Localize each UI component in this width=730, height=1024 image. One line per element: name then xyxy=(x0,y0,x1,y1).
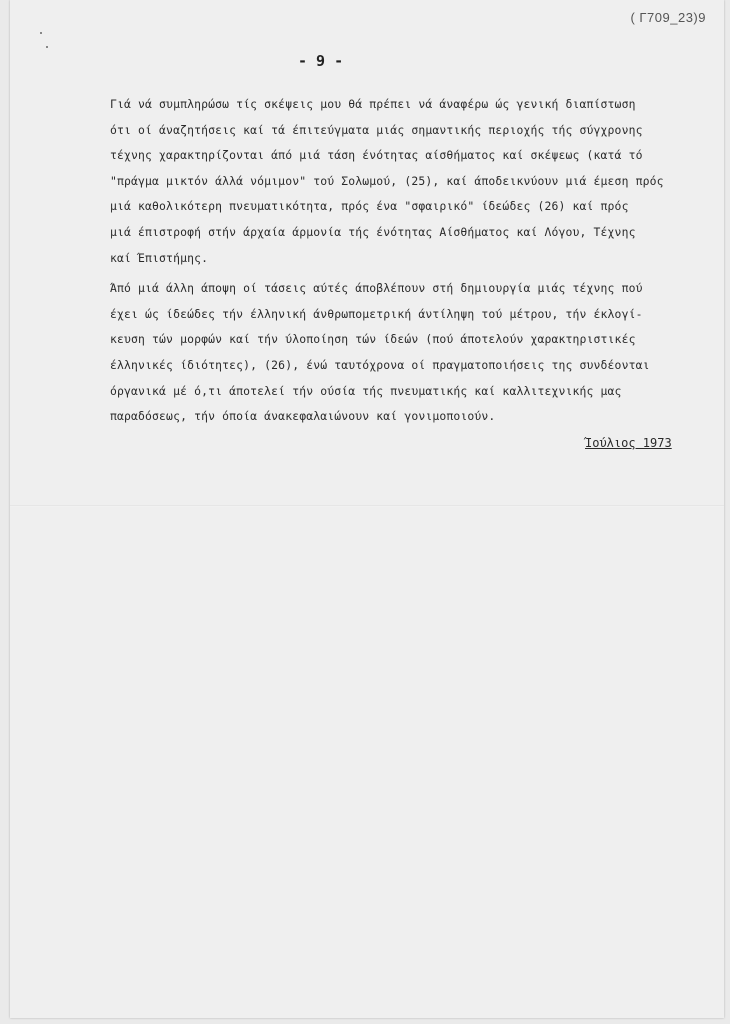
text-line: παραδόσεως, τήν όποία άνακεφαλαιώνουν καί γονιμοποιούν. xyxy=(110,409,496,424)
text-line: Άπό μιά άλλη άποψη οί τάσεις αύτές άποβλέπουν στή δημιουργία μιάς τέχνης πού xyxy=(110,281,643,296)
text-line: "πράγμα μικτόν άλλά νόμιμον" τού Σολωμού, (25), καί άποδεικνύουν μιά έμεση πρός xyxy=(110,173,664,188)
text-line: ότι οί άναζητήσεις καί τά έπιτεύγματα μιάς σημαντικής περιοχής τής σύγχρονης xyxy=(110,122,643,137)
text-line: καί Έπιστήμης. xyxy=(110,250,209,265)
paper-speck xyxy=(40,32,42,34)
text-line: Γιά νά συμπληρώσω τίς σκέψεις μου θά πρέπει νά άναφέρω ώς γενική διαπίστωση xyxy=(110,97,636,111)
document-page xyxy=(10,0,724,1018)
paragraph-1 xyxy=(110,92,710,271)
text-line: τέχνης χαρακτηρίζονται άπό μιά τάση ένότητας αίσθήματος καί σκέψεως (κατά τό xyxy=(110,148,643,163)
text-line: έχει ώς ίδεώδες τήν έλληνική άνθρωπομετρική άντίληψη τού μέτρου, τήν έκλογί- xyxy=(110,306,643,321)
text-line: μιά έπιστροφή στήν άρχαία άρμονία τής ένότητας Αίσθήματος καί Λόγου, Τέχνης xyxy=(110,224,636,239)
body-text xyxy=(110,92,710,430)
paper-speck xyxy=(46,46,48,48)
page-fold-line xyxy=(10,505,724,507)
text-line: κευση τών μορφών καί τήν ύλοποίηση τών ίδεών (πού άποτελούν χαρακτηριστικές xyxy=(110,332,636,347)
paragraph-2 xyxy=(110,276,710,430)
page-number: - 9 - xyxy=(298,52,344,70)
text-line: έλληνικές ίδιότητες), (26), ένώ ταυτόχρονα οί πραγματοποιήσεις της συνδέονται xyxy=(110,357,650,372)
signature-date: Ίούλιος 1973 xyxy=(585,436,672,450)
archive-reference: ( Γ709_23)9 xyxy=(630,10,706,25)
text-line: όργανικά μέ ό,τι άποτελεί τήν ούσία τής πνευματικής καί καλλιτεχνικής μας xyxy=(110,383,622,398)
text-line: μιά καθολικότερη πνευματικότητα, πρός ένα "σφαιρικό" ίδεώδες (26) καί πρός xyxy=(110,199,629,214)
